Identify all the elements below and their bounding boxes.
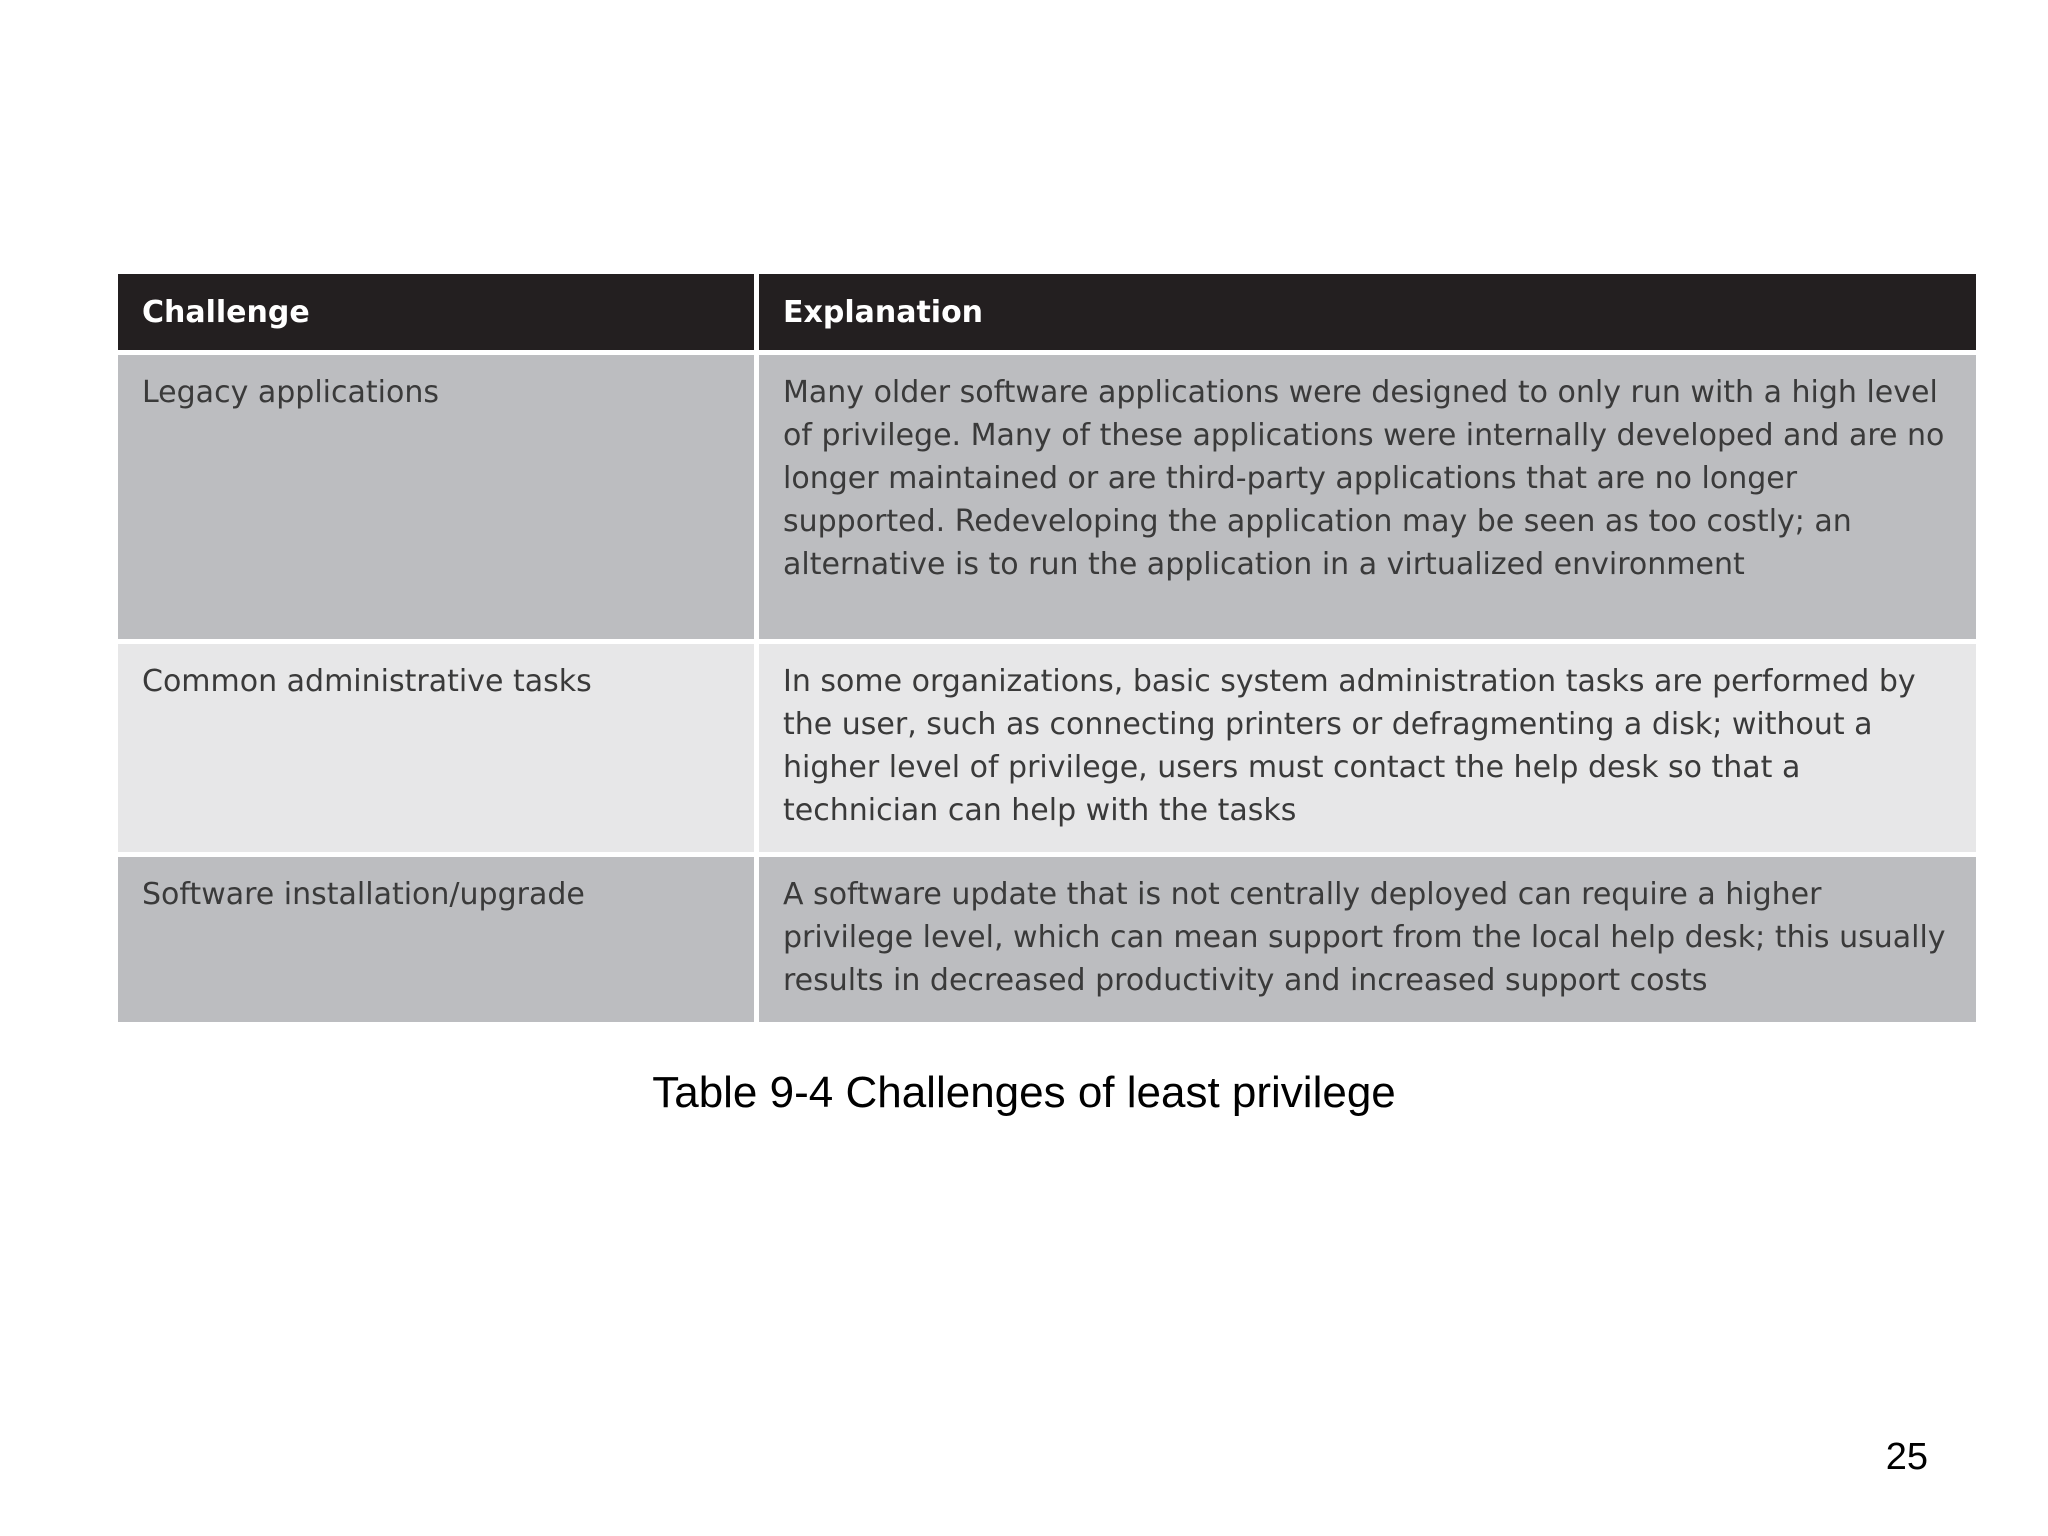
challenge-cell: Common administrative tasks bbox=[118, 644, 754, 852]
explanation-cell: Many older software applications were designed to only run with a high level of privilege. Many of these applications were internally developed and are no longer maintained or are third-party applications that are no longer supported. Redeveloping the application may be seen as too costly; an alternative is to run the application in a virtualized environment bbox=[759, 355, 1976, 639]
header-explanation: Explanation bbox=[759, 274, 1976, 350]
table-row bbox=[118, 644, 1976, 852]
table-row bbox=[118, 355, 1976, 639]
table-caption: Table 9-4 Challenges of least privilege bbox=[652, 1068, 1396, 1117]
explanation-cell: In some organizations, basic system administration tasks are performed by the user, such as connecting printers or defragmenting a disk; without a higher level of privilege, users must contact the help desk so that a technician can help with the tasks bbox=[759, 644, 1976, 852]
explanation-cell: A software update that is not centrally deployed can require a higher privilege level, which can mean support from the local help desk; this usually results in decreased productivity and increased support costs bbox=[759, 857, 1976, 1022]
page-number: 25 bbox=[1885, 1436, 1928, 1478]
table-header-row bbox=[118, 274, 1976, 350]
table-row bbox=[118, 857, 1976, 1022]
challenges-table-container bbox=[118, 274, 1976, 1022]
header-challenge: Challenge bbox=[118, 274, 754, 350]
challenges-table bbox=[113, 269, 1981, 1027]
challenge-cell: Legacy applications bbox=[118, 355, 754, 639]
challenge-cell: Software installation/upgrade bbox=[118, 857, 754, 1022]
